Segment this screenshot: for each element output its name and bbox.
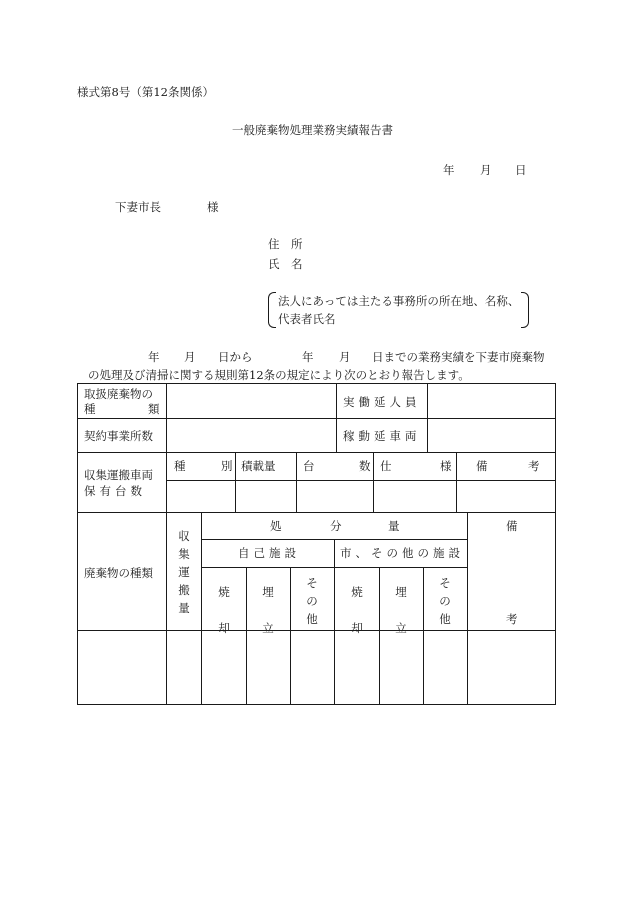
vehicle-type-header-a: 種 [174, 459, 186, 473]
waste-handled-label-b: 類 [148, 402, 160, 416]
col-divider [423, 567, 424, 704]
corporate-note-line1: 法人にあっては主たる事務所の所在地、名称、 [278, 294, 520, 308]
waste-handled-label-line1: 取扱廃棄物の [84, 387, 153, 401]
vehicle-note-header-b: 考 [528, 459, 540, 473]
col-divider [290, 567, 291, 704]
col-divider [166, 512, 167, 704]
period-from-day: 日から [218, 350, 253, 364]
vehicle-capacity-header: 積載量 [241, 459, 276, 473]
name-label: 氏 名 [268, 257, 303, 271]
vehicle-note-header-a: 備 [476, 459, 488, 473]
vehicle-count-header-b: 数 [359, 459, 371, 473]
corporate-note-line2: 代表者氏名 [278, 312, 336, 326]
body-line2: の処理及び清掃に関する規則第12条の規定により次のとおり報告します。 [88, 368, 470, 382]
col-divider [246, 567, 247, 704]
col-divider [456, 452, 457, 512]
vehicle-type-header-b: 別 [221, 459, 233, 473]
right-bracket [521, 292, 529, 328]
addressee-name: 下妻市長 [115, 200, 161, 214]
col-divider [235, 452, 236, 512]
own-facility-label: 自己施設 [238, 546, 300, 560]
actual-persons-label: 実働延人員 [343, 395, 421, 409]
col-divider [166, 384, 167, 452]
vehicle-spec-header-b: 様 [440, 459, 452, 473]
col-divider [296, 452, 297, 512]
period-to-text: 日までの業務実績を下妻市廃棄物 [372, 350, 545, 364]
city-other-facility-label: 市、その他の施設 [340, 546, 464, 560]
vehicle-count-header-a: 台 [303, 459, 315, 473]
period-from-year: 年 [148, 350, 160, 364]
col-divider [166, 452, 167, 512]
disposal-header-b: 分 [330, 519, 342, 533]
document-title: 一般廃棄物処理業務実績報告書 [232, 123, 393, 137]
collection-transport-label: 収集運搬量 [178, 529, 190, 615]
date-month: 月 [480, 163, 492, 177]
report-table [77, 383, 556, 705]
col-divider [373, 452, 374, 512]
row-divider [78, 512, 555, 513]
col-divider [467, 512, 468, 704]
addressee-honorific: 様 [207, 200, 219, 214]
date-day: 日 [515, 163, 527, 177]
period-from-month: 月 [184, 350, 196, 364]
operating-vehicles-label: 稼動延車両 [343, 429, 421, 443]
disposal-header-a: 処 [270, 519, 282, 533]
row-divider [166, 480, 555, 481]
disposal-header-c: 量 [388, 519, 400, 533]
address-label: 住 所 [268, 237, 303, 251]
form-number: 様式第8号（第12条関係） [77, 85, 214, 99]
waste-type-label: 廃棄物の種類 [84, 566, 153, 580]
period-to-year: 年 [302, 350, 314, 364]
col-divider [334, 539, 335, 704]
period-to-month: 月 [339, 350, 351, 364]
remarks-header-b: 考 [506, 612, 518, 626]
col-divider [379, 567, 380, 704]
left-bracket [268, 292, 276, 328]
city-landfill-label: 埋立 [395, 585, 407, 635]
row-divider [78, 630, 555, 631]
own-landfill-label: 埋立 [262, 585, 274, 635]
remarks-header-a: 備 [506, 519, 518, 533]
date-year: 年 [443, 163, 455, 177]
vehicles-label-line2: 保有台数 [84, 484, 146, 498]
city-incineration-label: 焼却 [351, 585, 363, 635]
contract-office-label: 契約事業所数 [84, 429, 153, 443]
vehicle-spec-header-a: 仕 [380, 459, 392, 473]
vehicles-label-line1: 収集運搬車両 [84, 468, 153, 482]
col-divider [427, 384, 428, 452]
row-divider [78, 418, 555, 419]
own-other-label: その他 [306, 576, 318, 626]
col-divider [201, 512, 202, 704]
waste-handled-label-a: 種 [84, 402, 96, 416]
own-incineration-label: 焼却 [218, 585, 230, 635]
col-divider [336, 384, 337, 452]
row-divider [78, 452, 555, 453]
city-other-label: その他 [439, 576, 451, 626]
